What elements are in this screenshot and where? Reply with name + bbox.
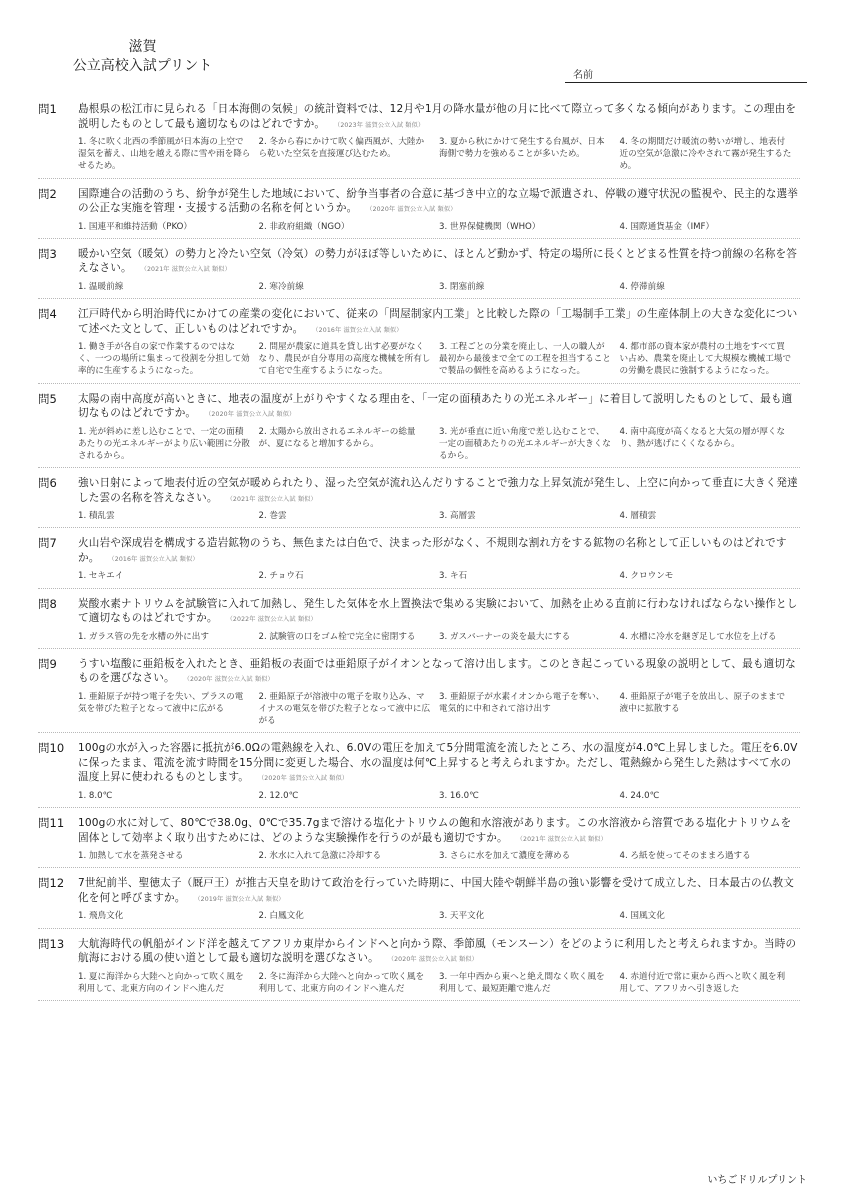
source-note: （2021年 滋賀公立入試 類似） (519, 835, 607, 843)
answer-options (78, 570, 800, 582)
answer-option: 1. 冬に吹く北西の季節風が日本海の上空で湿気を蓄え、山地を越える際に雪や雨を降らせるため。 (78, 137, 251, 172)
answer-option: 4. 停滞前線 (619, 281, 665, 292)
question-text-block (78, 102, 800, 133)
question-number: 問7 (38, 536, 57, 551)
source-note: （2020年 滋賀公立入試 類似） (261, 775, 349, 783)
answer-option: 3. 16.0℃ (439, 790, 479, 801)
question-text: 太陽の南中高度が高いときに、地表の温度が上がりやすくなる理由を、「一定の面積あたりの光エネルギー」に着目して説明したものとして、最も適切なものはどれですか。 (78, 392, 793, 420)
question-block (38, 937, 800, 1001)
answer-option: 4. 赤道付近で常に東から西へと吹く風を利用して、アフリカへ引き返した (619, 971, 786, 994)
answer-option: 1. 温暖前線 (78, 281, 124, 292)
answer-option: 3. 光が垂直に近い角度で差し込むことで、一定の面積あたりの光エネルギーが大きくなるから。 (439, 426, 611, 462)
question-block (38, 597, 800, 649)
answer-option: 3. 閉塞前線 (439, 281, 485, 292)
question-number: 問9 (38, 656, 57, 671)
answer-option: 1. 加熱して水を蒸発させる (78, 851, 184, 862)
question-number: 問1 (38, 102, 57, 116)
answer-option: 4. クロウンモ (619, 571, 674, 582)
question-text-block (78, 307, 800, 338)
answer-options (78, 136, 800, 173)
answer-option: 1. 夏に海洋から大陸へと向かって吹く風を利用して、北東方向のインドへ進んだ (78, 971, 244, 994)
answer-option: 2. 試験管の口をゴム栓で完全に密閉する (258, 631, 416, 642)
question-text-block (78, 876, 800, 907)
answer-option: 3. 一年中西から東へと絶え間なく吹く風を利用して、最短距離で進んだ (439, 971, 605, 994)
answer-option: 4. 冬の期間だけ暖流の勢いが増し、地表付近の空気が急激に冷やされて霧が発生するため。 (619, 137, 792, 172)
source-note: （2016年 滋賀公立入試 類似） (315, 326, 403, 334)
question-number: 問13 (38, 936, 65, 951)
answer-option: 2. 寒冷前線 (258, 281, 304, 292)
answer-option: 1. 飛鳥文化 (78, 911, 124, 922)
page-title: 公立高校入試プリント (72, 58, 213, 74)
answer-option: 2. 問屋が農家に道具を貸し出す必要がなくなり、農民が自分専用の高度な機械を所有して自宅で生産するようになった。 (258, 342, 431, 377)
answer-option: 3. ガスバーナーの炎を最大にする (439, 631, 571, 642)
title-prefecture: 滋賀 (128, 39, 157, 55)
question-block (38, 657, 800, 734)
source-note: （2023年 滋賀公立入試 類似） (337, 121, 425, 129)
question-list (38, 102, 800, 1009)
source-note: （2020年 滋賀公立入試 類似） (186, 676, 274, 684)
answer-option: 1. 亜鉛原子が持つ電子を失い、プラスの電気を帯びた粒子となって液中に広がる (78, 691, 244, 715)
question-block (38, 536, 800, 588)
answer-option: 1. セキエイ (78, 571, 124, 582)
answer-option: 4. 亜鉛原子が電子を放出し、原子のままで液中に拡散する (619, 691, 786, 715)
answer-option: 3. 夏から秋にかけて発生する台風が、日本海側で勢力を強めることが多いため。 (439, 137, 605, 160)
question-block (38, 307, 800, 384)
answer-option: 1. 光が斜めに差し込むことで、一定の面積あたりの光エネルギーがより広い範囲に分散されるから。 (78, 426, 250, 462)
question-text: 大航海時代の帆船がインド洋を越えてアフリカ東岸からインドへと向かう際、季節風（モンスーン）をどのように利用したと考えられますか。当時の航海における風の使い道として最も適切な説明を選びなさい。 (78, 937, 797, 965)
answer-options (78, 910, 800, 922)
answer-option: 2. 巻雲 (258, 511, 287, 522)
question-text: 100gの水が入った容器に抵抗が6.0Ωの電熱線を入れ、6.0Vの電圧を加えて5分間電流を流したところ、水の温度が4.0℃上昇しました。電圧を6.0Vに保ったまま、電流を流す時間を15分間に変更した場合、水の温度は何℃上昇すると考えられますか。ただし、電熱線から発生した熱はすべて水の温度上昇に使われるものとします。 (78, 742, 798, 784)
source-note: （2021年 滋賀公立入試 類似） (143, 266, 231, 274)
question-text: うすい塩酸に亜鉛板を入れたとき、亜鉛板の表面では亜鉛原子がイオンとなって溶け出します。このとき起こっている現象の説明として、最も適切なものを選びなさい。 (78, 657, 796, 685)
name-label: 名前 (573, 70, 593, 81)
answer-options (78, 790, 800, 802)
answer-option: 2. 氷水に入れて急激に冷却する (258, 851, 382, 862)
answer-option: 1. 8.0℃ (78, 790, 113, 801)
question-text-block (78, 657, 800, 688)
answer-option: 4. ろ紙を使ってそのままろ過する (619, 851, 751, 862)
question-number: 問12 (38, 876, 65, 891)
question-text-block (78, 937, 800, 968)
question-text: 島根県の松江市に見られる「日本海側の気候」の統計資料では、12月や1月の降水量が他の月に比べて際立って多くなる傾向があります。この理由を説明したものとして最も適切なものはどれですか。 (78, 103, 797, 130)
source-note: （2016年 滋賀公立入試 類似） (111, 555, 199, 563)
question-block (38, 187, 800, 239)
title-block (60, 38, 225, 76)
answer-option: 4. 国際通貨基金（IMF） (619, 221, 715, 232)
source-note: （2022年 滋賀公立入試 類似） (229, 616, 317, 624)
question-text-block (78, 816, 800, 847)
answer-options (78, 971, 800, 995)
question-text: 7世紀前半、聖徳太子（厩戸王）が推古天皇を助けて政治を行っていた時期に、中国大陸や朝鮮半島の強い影響を受けて成立した、日本最古の仏教文化を何と呼びますか。 (78, 877, 794, 904)
name-field[interactable] (565, 62, 807, 83)
source-note: （2020年 滋賀公立入試 類似） (390, 956, 479, 964)
answer-option: 4. 水槽に冷水を継ぎ足して水位を上げる (619, 631, 777, 642)
question-number: 問6 (38, 476, 57, 491)
answer-options (78, 221, 800, 233)
question-text: 暖かい空気（暖気）の勢力と冷たい空気（冷気）の勢力がほぼ等しいために、ほとんど動かず、特定の場所に長くとどまる性質を持つ前線の名称を答えなさい。 (78, 247, 797, 275)
question-block (38, 876, 800, 928)
question-text-block (78, 597, 800, 628)
question-block (38, 247, 800, 299)
question-text-block (78, 536, 800, 567)
answer-option: 4. 層積雲 (619, 511, 657, 522)
source-note: （2020年 滋賀公立入試 類似） (369, 206, 457, 214)
question-text-block (78, 741, 800, 787)
answer-option: 4. 都市部の資本家が農村の土地をすべて買い占め、農業を廃止して大規模な機械工場での労働を農民に強制するようになった。 (619, 342, 792, 377)
answer-options (78, 510, 800, 522)
answer-option: 2. 亜鉛原子が溶液中の電子を取り込み、マイナスの電気を帯びた粒子となって液中に広がる (258, 691, 431, 727)
footer-brand: いちごドリルプリント (707, 1175, 807, 1186)
answer-option: 1. 働き手が各自の家で作業するのではなく、一つの場所に集まって役割を分担して効率的に生産するようになった。 (78, 342, 250, 377)
answer-option: 3. 工程ごとの分業を廃止し、一人の職人が最初から最後まで全ての工程を担当することで製品の個性を高めるようになった。 (439, 342, 611, 377)
source-note: （2020年 滋賀公立入試 類似） (208, 411, 296, 419)
question-text: 江戸時代から明治時代にかけての産業の変化において、従来の「問屋制家内工業」と比較した際の「工場制手工業」の生産体制上の大きな変化について述べた文として、正しいものはどれですか。 (78, 308, 798, 335)
answer-option: 4. 国風文化 (619, 911, 665, 922)
question-number: 問10 (38, 741, 65, 756)
question-number: 問8 (38, 596, 57, 611)
source-note: （2019年 滋賀公立入試 類似） (197, 895, 285, 903)
answer-option: 2. 非政府組織（NGO） (258, 221, 350, 232)
answer-option: 1. 積乱雲 (78, 511, 115, 522)
question-number: 問2 (38, 186, 57, 201)
answer-option: 3. 世界保健機関（WHO） (439, 221, 541, 232)
question-block (38, 741, 800, 808)
question-text: 国際連合の活動のうち、紛争が発生した地域において、紛争当事者の合意に基づき中立的な立場で派遣され、停戦の遵守状況の監視や、民主的な選挙の公正な実施を管理・支援する活動の名称を何というか。 (78, 187, 799, 215)
answer-option: 3. さらに水を加えて濃度を薄める (439, 851, 571, 862)
question-number: 問11 (38, 816, 65, 831)
answer-option: 1. ガラス管の先を水槽の外に出す (78, 631, 209, 642)
question-text-block (78, 187, 800, 218)
answer-option: 2. 冬に海洋から大陸へと向かって吹く風を利用して、北東方向のインドへ進んだ (258, 971, 425, 994)
answer-options (78, 691, 800, 728)
question-block (38, 476, 800, 528)
question-text-block (78, 247, 800, 278)
question-text: 火山岩や深成岩を構成する造岩鉱物のうち、無色または白色で、決まった形がなく、不規則な割れ方をする鉱物の名称として正しいものはどれですか。 (78, 537, 787, 564)
question-text: 100gの水に対して、80℃で38.0g、0℃で35.7gまで溶ける塩化ナトリウムの飽和水溶液があります。この水溶液から溶質である塩化ナトリウムを固体として効率よく取り出すためには、どのような実験操作を行うのが最も適切ですか。 (78, 817, 792, 844)
answer-options (78, 631, 800, 643)
question-number: 問4 (38, 307, 57, 322)
question-block (38, 102, 800, 179)
answer-option: 2. 冬から春にかけて吹く偏西風が、大陸から乾いた空気を直接運び込むため。 (258, 137, 425, 160)
question-number: 問5 (38, 391, 57, 406)
answer-option: 2. 太陽から放出されるエネルギーの総量が、夏になると増加するから。 (258, 426, 416, 449)
answer-option: 3. 高層雲 (439, 511, 476, 522)
answer-options (78, 281, 800, 293)
answer-option: 3. 亜鉛原子が水素イオンから電子を奪い、電気的に中和されて溶け出す (439, 691, 605, 715)
answer-option: 2. 12.0℃ (258, 790, 299, 801)
answer-option: 3. 天平文化 (439, 911, 485, 922)
answer-options (78, 850, 800, 862)
question-block (38, 392, 800, 469)
answer-option: 4. 南中高度が高くなると大気の層が厚くなり、熱が逃げにくくなるから。 (619, 426, 786, 449)
question-text-block (78, 392, 800, 423)
question-number: 問3 (38, 246, 57, 261)
question-text: 強い日射によって地表付近の空気が暖められたり、湿った空気が流れ込んだりすることで強力な上昇気流が発生し、上空に向かって垂直に大きく発達した雲の名称を答えなさい。 (78, 477, 798, 504)
source-note: （2021年 滋賀公立入試 類似） (229, 495, 317, 503)
answer-option: 3. キ石 (439, 571, 468, 582)
answer-options (78, 426, 800, 463)
answer-option: 2. 白鳳文化 (258, 911, 304, 922)
question-text: 炭酸水素ナトリウムを試験管に入れて加熱し、発生した気体を水上置換法で集める実験において、加熱を止める直前に行わなければならない操作として適切なものはどれですか。 (78, 597, 798, 625)
answer-option: 2. チョウ石 (258, 571, 304, 582)
answer-option: 4. 24.0℃ (619, 790, 660, 801)
question-block (38, 816, 800, 868)
answer-options (78, 341, 800, 378)
answer-option: 1. 国連平和維持活動（PKO） (78, 221, 192, 232)
question-text-block (78, 476, 800, 507)
